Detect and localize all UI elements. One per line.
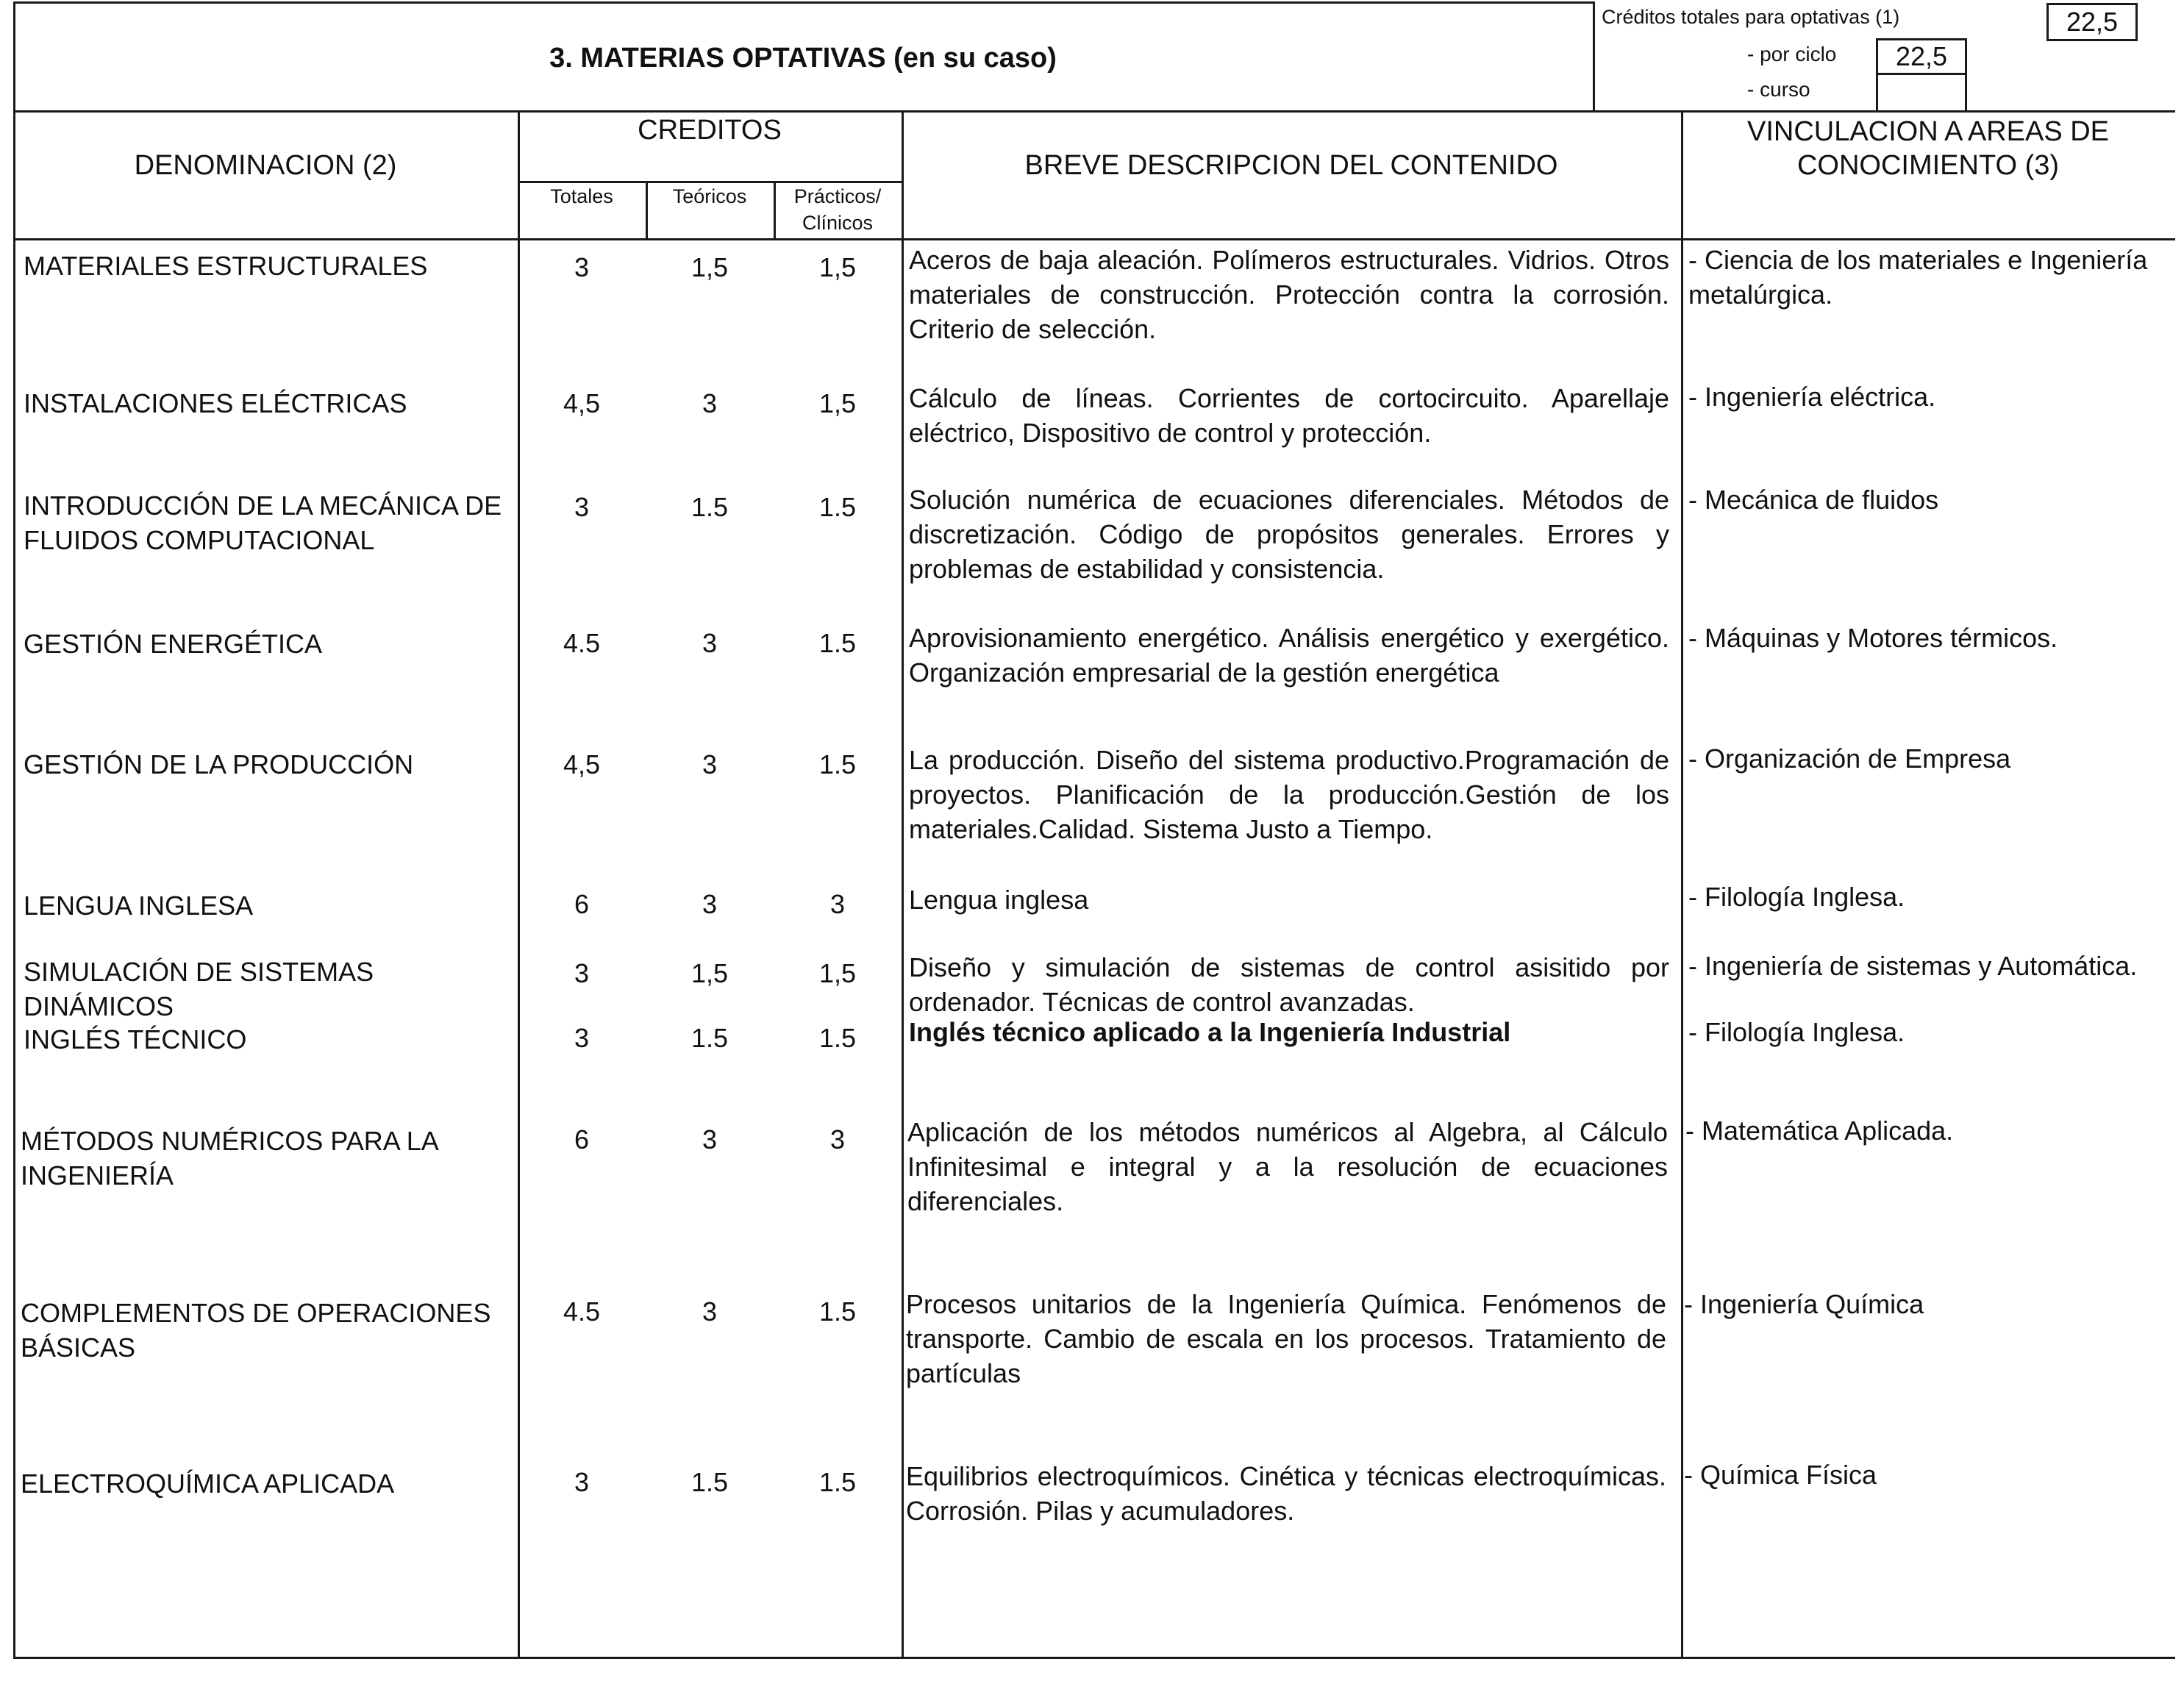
row-name: MATERIALES ESTRUCTURALES bbox=[24, 251, 428, 281]
row-teoricos: 3 bbox=[702, 749, 718, 779]
header-denominacion: DENOMINACION (2) bbox=[134, 150, 397, 181]
rule bbox=[518, 110, 520, 1659]
row-totales: 3 bbox=[574, 492, 590, 522]
row-name: INSTALACIONES ELÉCTRICAS bbox=[24, 388, 407, 418]
row-name: INTRODUCCIÓN DE LA MECÁNICA DE FLUIDOS COMPUTACIONAL bbox=[24, 490, 502, 555]
row-totales: 3 bbox=[574, 252, 590, 282]
per-cycle-value: 22,5 bbox=[1895, 41, 1948, 71]
row-description: Inglés técnico aplicado a la Ingeniería Industrial bbox=[909, 1017, 1511, 1047]
row-area: - Ingeniería de sistemas y Automática. bbox=[1688, 951, 2138, 981]
total-credits-label: Créditos totales para optativas (1) bbox=[1602, 6, 1900, 28]
total-credits-value: 22,5 bbox=[2066, 7, 2119, 37]
row-teoricos: 1,5 bbox=[690, 252, 729, 282]
header-creditos: CREDITOS bbox=[638, 115, 782, 146]
row-totales: 4,5 bbox=[563, 388, 601, 418]
row-practicos: 1.5 bbox=[818, 749, 857, 779]
row-totales: 4,5 bbox=[563, 749, 601, 779]
row-area: - Ingeniería Química bbox=[1684, 1289, 1924, 1319]
row-name: SIMULACIÓN DE SISTEMAS DINÁMICOS bbox=[24, 957, 374, 1021]
rule bbox=[1965, 74, 1967, 112]
rule bbox=[902, 110, 904, 1659]
rule bbox=[1593, 1, 1595, 112]
row-practicos: 3 bbox=[829, 1124, 846, 1154]
rule bbox=[1876, 74, 1878, 112]
row-area: - Filología Inglesa. bbox=[1688, 1017, 1905, 1047]
row-name: MÉTODOS NUMÉRICOS PARA LA INGENIERÍA bbox=[21, 1126, 438, 1191]
row-description: La producción. Diseño del sistema productivo.Programación de proyectos. Planificación de la producción.Gestión de los materiales.Calidad. Sistema Justo a Tiempo. bbox=[909, 745, 1669, 844]
row-practicos: 1,5 bbox=[818, 388, 857, 418]
row-teoricos: 1.5 bbox=[690, 492, 729, 522]
row-description: Cálculo de líneas. Corrientes de cortocircuito. Aparellaje eléctrico, Dispositivo de control y protección. bbox=[909, 383, 1669, 448]
row-description: Aplicación de los métodos numéricos al Algebra, al Cálculo Infinitesimal e integral y a la resolución de ecuaciones diferenciales. bbox=[907, 1117, 1668, 1216]
row-teoricos: 3 bbox=[702, 388, 718, 418]
rule bbox=[13, 238, 2175, 240]
row-teoricos: 3 bbox=[702, 1296, 718, 1327]
row-teoricos: 3 bbox=[702, 1124, 718, 1154]
rule bbox=[518, 181, 902, 183]
header-totales: Totales bbox=[550, 185, 613, 207]
row-practicos: 1.5 bbox=[818, 1023, 857, 1053]
row-practicos: 3 bbox=[829, 889, 846, 919]
row-area: - Filología Inglesa. bbox=[1688, 882, 1905, 912]
header-vinculacion-line1: VINCULACION A AREAS DE bbox=[1746, 116, 2110, 147]
per-cycle-label: - por ciclo bbox=[1747, 43, 1837, 65]
row-description: Solución numérica de ecuaciones diferenciales. Métodos de discretización. Código de propósitos generales. Errores y problemas de estabilidad y consistencia. bbox=[909, 485, 1669, 584]
rule bbox=[13, 1657, 2175, 1659]
header-teoricos: Teóricos bbox=[672, 185, 747, 207]
page-title: 3. MATERIAS OPTATIVAS (en su caso) bbox=[549, 43, 1057, 74]
row-totales: 6 bbox=[574, 889, 590, 919]
row-teoricos: 1,5 bbox=[690, 958, 729, 988]
total-credits-box bbox=[2046, 3, 2138, 41]
rule bbox=[13, 1, 1593, 4]
row-teoricos: 3 bbox=[702, 628, 718, 658]
row-practicos: 1,5 bbox=[818, 958, 857, 988]
row-name: ELECTROQUÍMICA APLICADA bbox=[21, 1468, 395, 1499]
row-totales: 4.5 bbox=[563, 628, 601, 658]
row-totales: 3 bbox=[574, 1467, 590, 1497]
row-totales: 3 bbox=[574, 1023, 590, 1053]
row-area: - Ingeniería eléctrica. bbox=[1688, 382, 1936, 412]
row-practicos: 1.5 bbox=[818, 492, 857, 522]
header-descripcion: BREVE DESCRIPCION DEL CONTENIDO bbox=[1024, 150, 1558, 181]
row-area: - Química Física bbox=[1684, 1460, 1877, 1490]
rule bbox=[1681, 110, 1683, 1659]
row-teoricos: 1.5 bbox=[690, 1023, 729, 1053]
header-practicos-line2: Clínicos bbox=[802, 212, 874, 234]
header-practicos-line1: Prácticos/ bbox=[793, 185, 882, 207]
row-description: Aceros de baja aleación. Polímeros estructurales. Vidrios. Otros materiales de construcción. Protección contra la corrosión. Criterio de selección. bbox=[909, 245, 1669, 344]
row-name: LENGUA INGLESA bbox=[24, 891, 254, 921]
row-description: Diseño y simulación de sistemas de control asisitido por ordenador. Técnicas de control avanzadas. bbox=[909, 952, 1669, 1017]
row-name: GESTIÓN ENERGÉTICA bbox=[24, 629, 323, 659]
rule bbox=[13, 1, 15, 1657]
row-practicos: 1,5 bbox=[818, 252, 857, 282]
row-area: - Ciencia de los materiales e Ingeniería metalúrgica. bbox=[1688, 245, 2148, 310]
row-totales: 3 bbox=[574, 958, 590, 988]
per-cycle-box bbox=[1876, 38, 1967, 75]
row-description: Equilibrios electroquímicos. Cinética y técnicas electroquímicas. Corrosión. Pilas y acumuladores. bbox=[906, 1461, 1666, 1526]
row-teoricos: 3 bbox=[702, 889, 718, 919]
rule bbox=[13, 110, 2175, 113]
row-description: Procesos unitarios de la Ingeniería Química. Fenómenos de transporte. Cambio de escala en los procesos. Tratamiento de partículas bbox=[906, 1289, 1666, 1388]
row-area: - Organización de Empresa bbox=[1688, 743, 2011, 774]
row-description: Aprovisionamiento energético. Análisis energético y exergético. Organización empresarial de la gestión energética bbox=[909, 623, 1669, 688]
header-vinculacion-line2: CONOCIMIENTO (3) bbox=[1796, 150, 2060, 181]
row-practicos: 1.5 bbox=[818, 1296, 857, 1327]
row-practicos: 1.5 bbox=[818, 1467, 857, 1497]
row-name: INGLÉS TÉCNICO bbox=[24, 1024, 247, 1054]
row-totales: 4.5 bbox=[563, 1296, 601, 1327]
row-area: - Matemática Aplicada. bbox=[1685, 1116, 1954, 1146]
row-area: - Máquinas y Motores térmicos. bbox=[1688, 623, 2058, 653]
row-name: COMPLEMENTOS DE OPERACIONES BÁSICAS bbox=[21, 1298, 491, 1363]
row-area: - Mecánica de fluidos bbox=[1688, 485, 1939, 515]
row-description: Lengua inglesa bbox=[909, 885, 1089, 915]
row-teoricos: 1.5 bbox=[690, 1467, 729, 1497]
row-totales: 6 bbox=[574, 1124, 590, 1154]
row-practicos: 1.5 bbox=[818, 628, 857, 658]
per-course-label: - curso bbox=[1747, 78, 1810, 101]
row-name: GESTIÓN DE LA PRODUCCIÓN bbox=[24, 749, 414, 779]
